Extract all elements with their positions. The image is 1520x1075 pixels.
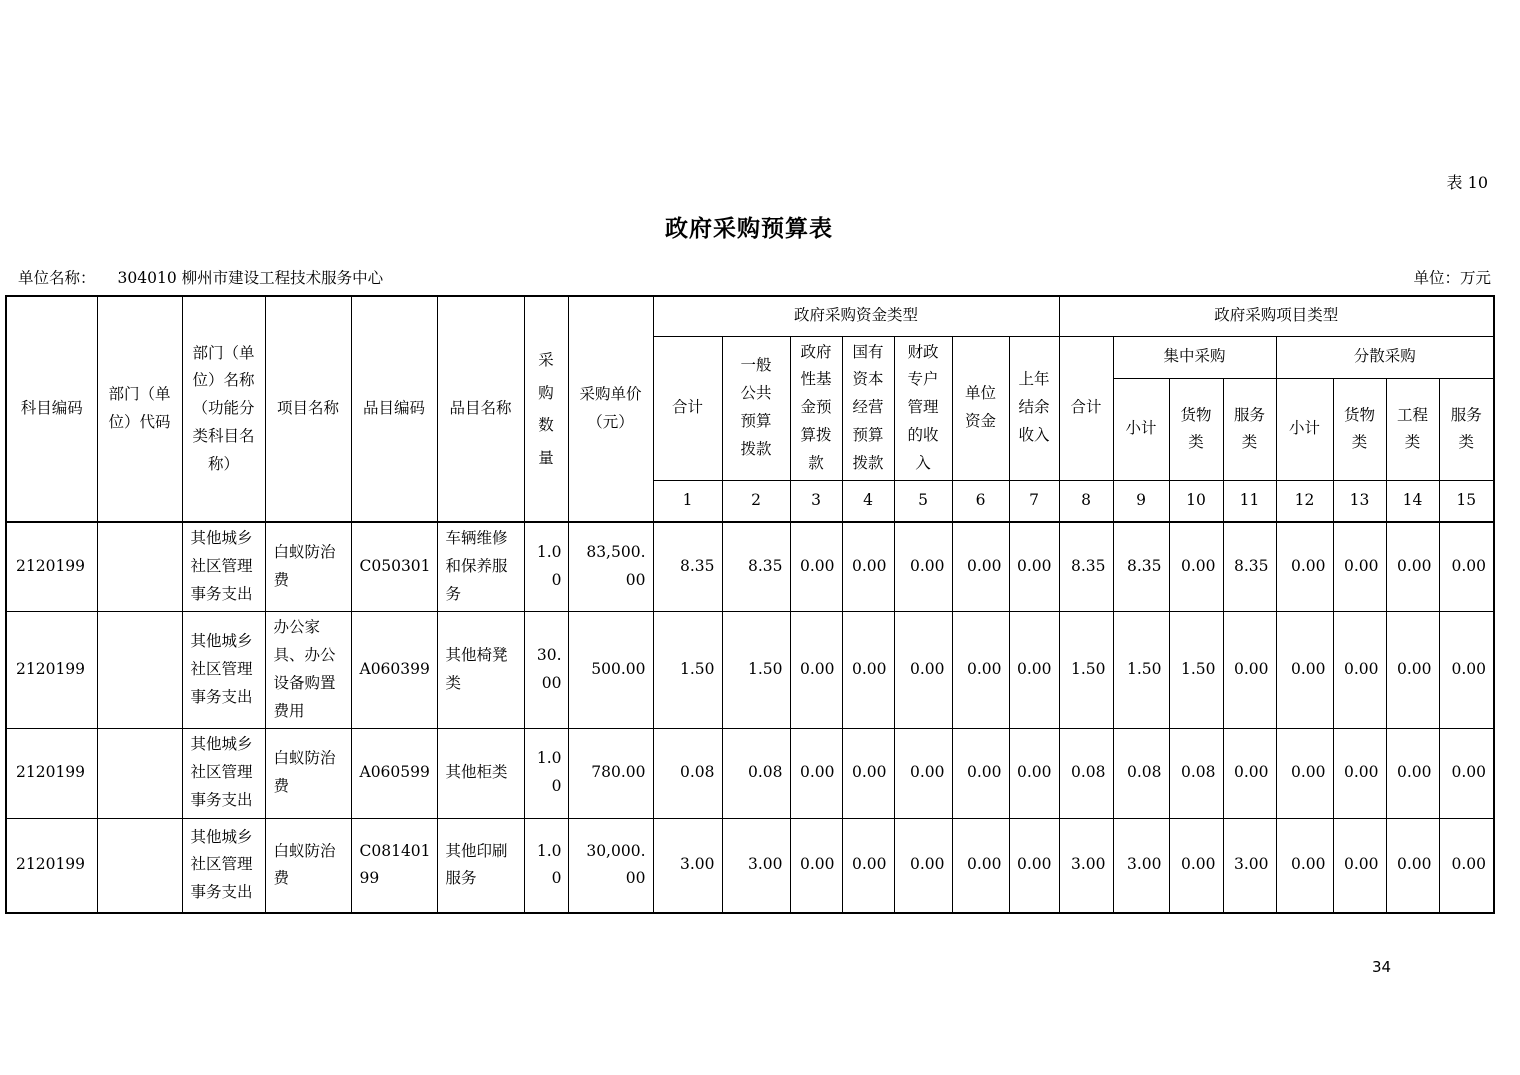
table-cell: 其他柜类 xyxy=(437,728,524,818)
table-cell: 0.00 xyxy=(1223,728,1276,818)
table-cell: 0.00 xyxy=(1333,728,1386,818)
header-project-total: 合计 xyxy=(1059,336,1113,480)
table-cell: 30,000.00 xyxy=(568,818,653,913)
table-cell: 0.00 xyxy=(790,522,842,611)
table-cell: 0.08 xyxy=(1169,728,1223,818)
header-decentralized-group: 分散采购 xyxy=(1276,336,1494,378)
table-cell: 0.00 xyxy=(1386,612,1439,729)
table-cell: C08140199 xyxy=(351,818,437,913)
table-cell: 其他椅凳类 xyxy=(437,612,524,729)
table-cell xyxy=(97,728,182,818)
table-cell: 0.00 xyxy=(952,522,1009,611)
table-cell: 其他城乡社区管理事务支出 xyxy=(182,728,265,818)
table-cell: 8.35 xyxy=(1059,522,1113,611)
table-row xyxy=(6,818,1494,913)
table-cell: 3.00 xyxy=(722,818,790,913)
table-number-tag: 表 10 xyxy=(1446,173,1488,192)
header-fund-stateowned: 国有资本经营预算拨款 xyxy=(842,336,894,480)
header-col-number: 11 xyxy=(1223,480,1276,522)
table-cell: 2120199 xyxy=(6,522,97,611)
header-col-number: 1 xyxy=(653,480,722,522)
table-row xyxy=(6,612,1494,729)
header-item-code: 品目编码 xyxy=(351,296,437,522)
unit-name-value: 304010 柳州市建设工程技术服务中心 xyxy=(117,269,384,287)
table-cell: 0.00 xyxy=(1169,818,1223,913)
table-cell: 0.00 xyxy=(1009,728,1059,818)
table-cell: 0.00 xyxy=(842,818,894,913)
header-centralized-services-label: 服务类 xyxy=(1234,405,1266,452)
header-fund-unitfunds-label: 单位资金 xyxy=(964,384,996,431)
unit-name-label: 单位名称： xyxy=(18,269,96,287)
table-cell: 8.35 xyxy=(653,522,722,611)
header-col-number: 7 xyxy=(1009,480,1059,522)
table-cell: 办公家具、办公设备购置费用 xyxy=(265,612,351,729)
header-col-number: 8 xyxy=(1059,480,1113,522)
table-cell: 3.00 xyxy=(653,818,722,913)
table-cell: 0.00 xyxy=(1009,522,1059,611)
table-cell: 2120199 xyxy=(6,818,97,913)
header-col-number: 9 xyxy=(1113,480,1169,522)
table-cell: 0.00 xyxy=(1333,522,1386,611)
table-cell: 0.00 xyxy=(1439,522,1494,611)
table-cell: 1.50 xyxy=(1113,612,1169,729)
header-dept-code: 部门（单位）代码 xyxy=(97,296,182,522)
table-cell: 0.00 xyxy=(1223,612,1276,729)
header-fund-unitfunds xyxy=(952,336,1009,480)
table-cell xyxy=(97,522,182,611)
header-centralized-group: 集中采购 xyxy=(1113,336,1276,378)
table-row xyxy=(6,728,1494,818)
budget-table xyxy=(5,295,1495,914)
header-fund-govfund: 政府性基金预算拨款 xyxy=(790,336,842,480)
table-cell: 0.00 xyxy=(894,728,952,818)
table-cell: 1.00 xyxy=(524,728,568,818)
header-purchase-qty xyxy=(524,296,568,522)
header-col-number: 10 xyxy=(1169,480,1223,522)
table-cell: C050301 xyxy=(351,522,437,611)
header-col-number: 5 xyxy=(894,480,952,522)
table-cell: 0.00 xyxy=(790,612,842,729)
table-cell: 8.35 xyxy=(1113,522,1169,611)
page-title: 政府采购预算表 xyxy=(665,215,833,242)
table-cell: 0.00 xyxy=(1276,728,1333,818)
page-number: 34 xyxy=(1372,958,1392,976)
header-col-number: 13 xyxy=(1333,480,1386,522)
table-cell: 0.00 xyxy=(1276,818,1333,913)
table-cell: 1.50 xyxy=(1059,612,1113,729)
table-cell: A060399 xyxy=(351,612,437,729)
header-decentralized-goods-label: 货物类 xyxy=(1344,405,1376,452)
header-col-number: 15 xyxy=(1439,480,1494,522)
table-cell: 3.00 xyxy=(1223,818,1276,913)
currency-unit-label: 单位：万元 xyxy=(1413,269,1491,287)
table-cell: 0.00 xyxy=(1439,818,1494,913)
header-fund-fiscal xyxy=(894,336,952,480)
unit-name xyxy=(5,266,383,288)
table-cell: 0.08 xyxy=(1113,728,1169,818)
table-cell: 0.00 xyxy=(952,728,1009,818)
header-centralized-services xyxy=(1223,378,1276,480)
table-cell: 780.00 xyxy=(568,728,653,818)
table-cell: 白蚁防治费 xyxy=(265,818,351,913)
table-cell: 其他印刷服务 xyxy=(437,818,524,913)
table-cell: 0.00 xyxy=(894,612,952,729)
header-centralized-goods-label: 货物类 xyxy=(1180,405,1212,452)
header-col-number: 4 xyxy=(842,480,894,522)
header-fund-type-group: 政府采购资金类型 xyxy=(653,296,1059,336)
header-col-number: 6 xyxy=(952,480,1009,522)
table-cell: 0.00 xyxy=(1169,522,1223,611)
table-cell: 0.00 xyxy=(842,612,894,729)
header-col-number: 14 xyxy=(1386,480,1439,522)
table-cell: 0.00 xyxy=(1009,612,1059,729)
table-cell: 0.00 xyxy=(1009,818,1059,913)
table-cell: 车辆维修和保养服务 xyxy=(437,522,524,611)
table-cell: 其他城乡社区管理事务支出 xyxy=(182,612,265,729)
table-cell: 0.00 xyxy=(1386,728,1439,818)
header-fund-carryover: 上年结余收入 xyxy=(1009,336,1059,480)
table-cell: 0.00 xyxy=(790,728,842,818)
header-centralized-goods xyxy=(1169,378,1223,480)
table-cell: 83,500.00 xyxy=(568,522,653,611)
header-fund-total: 合计 xyxy=(653,336,722,480)
header-decentralized-goods xyxy=(1333,378,1386,480)
table-cell: 0.08 xyxy=(1059,728,1113,818)
header-col-number: 3 xyxy=(790,480,842,522)
table-cell: 1.50 xyxy=(653,612,722,729)
header-decentralized-works-label: 工程类 xyxy=(1397,405,1429,452)
header-unit-price: 采购单价（元） xyxy=(568,296,653,522)
table-body xyxy=(6,522,1494,913)
table-cell: 0.00 xyxy=(842,728,894,818)
header-fund-fiscal-label: 财政专户管理的收入 xyxy=(907,342,939,473)
table-cell: 30.00 xyxy=(524,612,568,729)
header-decentralized-services-label: 服务类 xyxy=(1450,405,1482,452)
table-cell: 0.00 xyxy=(842,522,894,611)
table-cell: 2120199 xyxy=(6,612,97,729)
table-cell: 0.00 xyxy=(1276,612,1333,729)
table-cell: 0.00 xyxy=(1439,612,1494,729)
table-cell: 0.00 xyxy=(894,818,952,913)
header-centralized-subtotal: 小计 xyxy=(1113,378,1169,480)
table-cell: 其他城乡社区管理事务支出 xyxy=(182,522,265,611)
header-subject-code: 科目编码 xyxy=(6,296,97,522)
table-cell: 白蚁防治费 xyxy=(265,522,351,611)
header-project-type-group: 政府采购项目类型 xyxy=(1059,296,1494,336)
meta-row xyxy=(5,266,1491,288)
table-row xyxy=(6,522,1494,611)
table-cell: 白蚁防治费 xyxy=(265,728,351,818)
table-cell: 1.00 xyxy=(524,818,568,913)
header-dept-name: 部门（单位）名称（功能分类科目名称） xyxy=(182,296,265,522)
table-cell: 0.00 xyxy=(1439,728,1494,818)
table-cell: 0.00 xyxy=(1386,522,1439,611)
table-cell: 0.00 xyxy=(894,522,952,611)
table-cell: 8.35 xyxy=(1223,522,1276,611)
table-cell: 1.50 xyxy=(1169,612,1223,729)
header-fund-general-label: 一般公共预算拨款 xyxy=(740,356,772,459)
table-cell: 1.50 xyxy=(722,612,790,729)
table-cell: 其他城乡社区管理事务支出 xyxy=(182,818,265,913)
table-cell: 3.00 xyxy=(1113,818,1169,913)
header-project-name: 项目名称 xyxy=(265,296,351,522)
table-cell: 1.00 xyxy=(524,522,568,611)
table-header xyxy=(6,296,1494,522)
table-cell: 0.08 xyxy=(653,728,722,818)
table-cell: 0.00 xyxy=(952,612,1009,729)
table-cell: 8.35 xyxy=(722,522,790,611)
table-cell: 0.08 xyxy=(722,728,790,818)
table-cell: 0.00 xyxy=(790,818,842,913)
header-col-number: 2 xyxy=(722,480,790,522)
table-cell: A060599 xyxy=(351,728,437,818)
table-cell: 0.00 xyxy=(952,818,1009,913)
header-decentralized-works xyxy=(1386,378,1439,480)
table-cell: 0.00 xyxy=(1333,818,1386,913)
table-cell: 0.00 xyxy=(1386,818,1439,913)
header-fund-general xyxy=(722,336,790,480)
table-cell xyxy=(97,612,182,729)
table-cell: 3.00 xyxy=(1059,818,1113,913)
header-decentralized-services xyxy=(1439,378,1494,480)
table-cell: 0.00 xyxy=(1276,522,1333,611)
header-decentralized-subtotal: 小计 xyxy=(1276,378,1333,480)
table-cell: 2120199 xyxy=(6,728,97,818)
header-col-number: 12 xyxy=(1276,480,1333,522)
table-cell: 0.00 xyxy=(1333,612,1386,729)
header-item-name: 品目名称 xyxy=(437,296,524,522)
table-cell xyxy=(97,818,182,913)
header-purchase-qty-label: 采购数量 xyxy=(538,351,554,467)
table-cell: 500.00 xyxy=(568,612,653,729)
